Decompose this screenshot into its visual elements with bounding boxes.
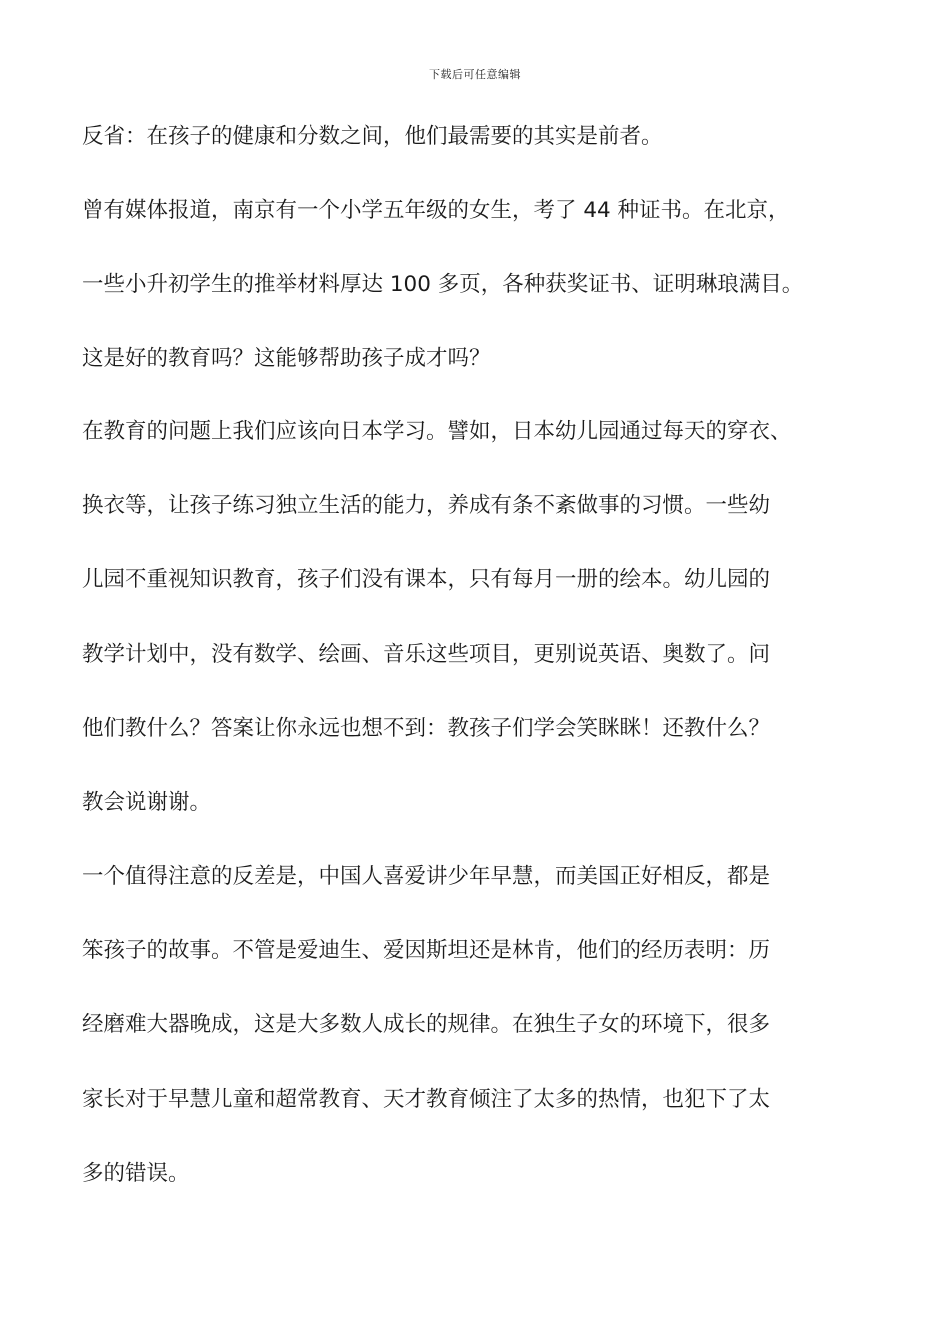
text-line: 换衣等，让孩子练习独立生活的能力，养成有条不紊做事的习惯。一些幼 bbox=[82, 493, 771, 518]
text-line: 儿园不重视知识教育，孩子们没有课本，只有每月一册的绘本。幼儿园的 bbox=[82, 567, 771, 592]
text-line: 家长对于早慧儿童和超常教育、天才教育倾注了太多的热情，也犯下了太 bbox=[82, 1087, 771, 1112]
text-line: 一个值得注意的反差是，中国人喜爱讲少年早慧，而美国正好相反，都是 bbox=[82, 864, 771, 889]
text-line: 一些小升初学生的推举材料厚达 100 多页，各种获奖证书、证明琳琅满目。 bbox=[82, 272, 804, 297]
text-line: 经磨难大器晚成，这是大多数人成长的规律。在独生子女的环境下，很多 bbox=[82, 1012, 771, 1037]
text-line: 这是好的教育吗？这能够帮助孩子成才吗？ bbox=[82, 346, 491, 371]
text-line: 多的错误。 bbox=[82, 1161, 190, 1186]
text-line: 反省：在孩子的健康和分数之间，他们最需要的其实是前者。 bbox=[82, 124, 663, 149]
text-line: 他们教什么？答案让你永远也想不到：教孩子们学会笑眯眯！还教什么？ bbox=[82, 716, 771, 741]
text-line: 教学计划中，没有数学、绘画、音乐这些项目，更别说英语、奥数了。问 bbox=[82, 642, 771, 667]
text-line: 教会说谢谢。 bbox=[82, 790, 212, 815]
header-note: 下载后可任意编辑 bbox=[429, 68, 521, 81]
text-line: 曾有媒体报道，南京有一个小学五年级的女生，考了 44 种证书。在北京， bbox=[82, 198, 790, 223]
text-line: 笨孩子的故事。不管是爱迪生、爱因斯坦还是林肯，他们的经历表明：历 bbox=[82, 938, 771, 963]
text-line: 在教育的问题上我们应该向日本学习。譬如，日本幼儿园通过每天的穿衣、 bbox=[82, 419, 792, 444]
